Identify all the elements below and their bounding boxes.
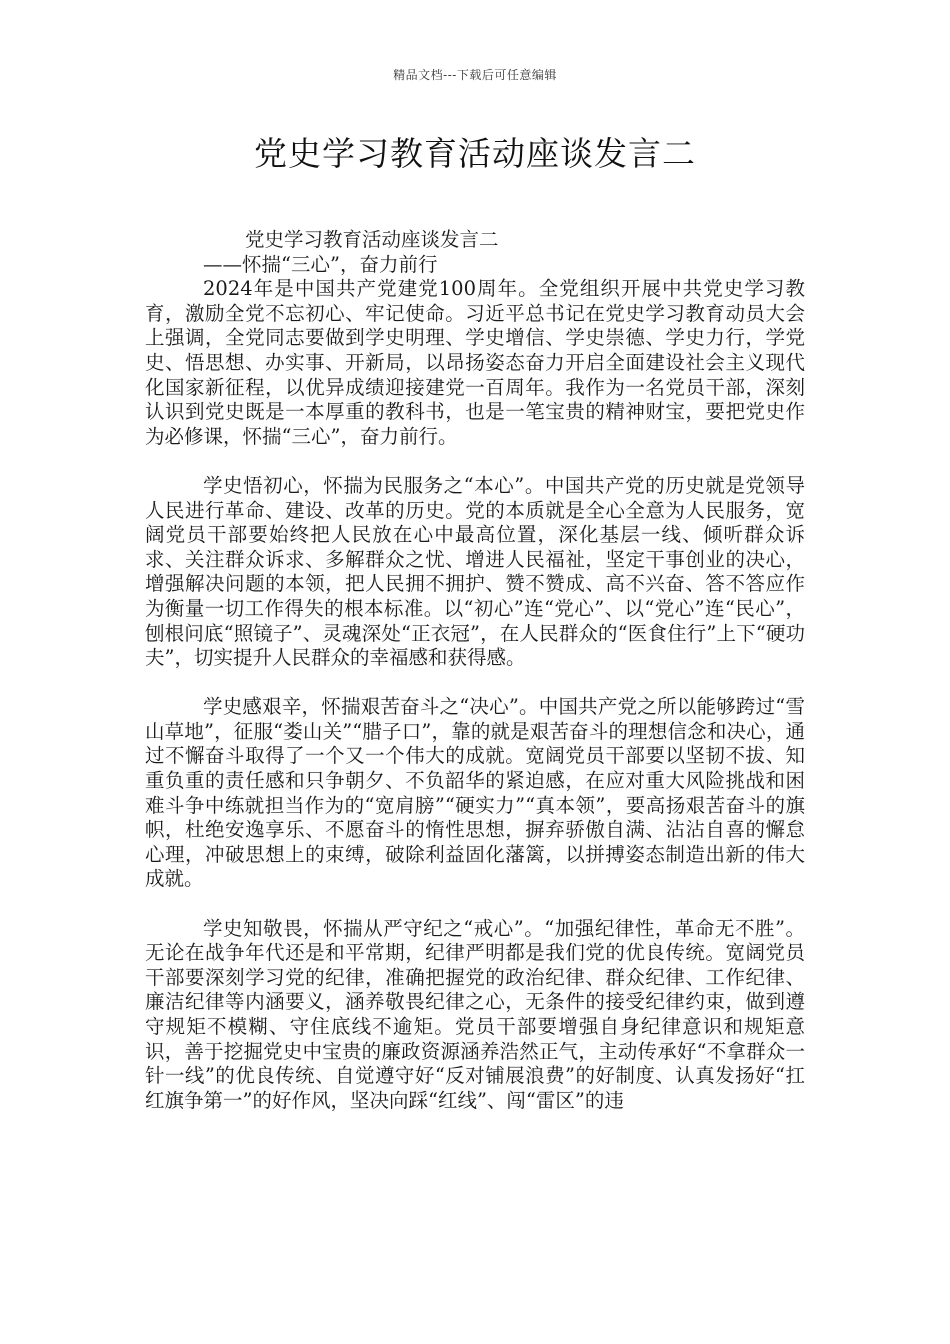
subtitle: 党史学习教育活动座谈发言二 [245, 228, 499, 251]
document-title: 党史学习教育活动座谈发言二 [254, 134, 696, 173]
paragraph-intro: 2024年是中国共产党建党100周年。全党组织开展中共党史学习教育，激励全党不忘初心、牢记使命。习近平总书记在党史学习教育动员大会上强调，全党同志要做到学史明理、学史增信、学史崇德、学史力行，学党史、悟思想、办实事、开新局，以昂扬姿态奋力开启全面建设社会主义现代化国家新征程，以优异成绩迎接建党一百周年。我作为一名党员干部，深刻认识到党史既是一本厚重的教科书，也是一笔宝贵的精神财宝，要把党史作为必修课，怀揣“三心”，奋力前行。 [145, 277, 805, 448]
paragraph-benxin: 学史悟初心，怀揣为民服务之“本心”。中国共产党的历史就是党领导人民进行革命、建设、改革的历史。党的本质就是全心全意为人民服务，宽阔党员干部要始终把人民放在心中最高位置，深化基层一线、倾听群众诉求、关注群众诉求、多解群众之忧、增进人民福祉，坚定干事创业的决心，增强解决问题的本领，把人民拥不拥护、赞不赞成、高不兴奋、答不答应作为衡量一切工作得失的根本标准。以“初心”连“党心”、以“党心”连“民心”，刨根问底“照镜子”、灵魂深处“正衣冠”，在人民群众的“医食住行”上下“硬功夫”，切实提升人民群众的幸福感和获得感。 [145, 473, 805, 670]
document-body [145, 228, 805, 1113]
header-note: 精品文档---下载后可任意编辑 [393, 68, 557, 82]
paragraph-jiexin: 学史知敬畏，怀揣从严守纪之“戒心”。“加强纪律性，革命无不胜”。无论在战争年代还是和平常期，纪律严明都是我们党的优良传统。宽阔党员干部要深刻学习党的纪律，准确把握党的政治纪律、群众纪律、工作纪律、廉洁纪律等内涵要义，涵养敬畏纪律之心，无条件的接受纪律约束，做到遵守规矩不模糊、守住底线不逾矩。党员干部要增强自身纪律意识和规矩意识，善于挖掘党史中宝贵的廉政资源涵养浩然正气，主动传承好“不拿群众一针一线”的优良传统、自觉遵守好“反对铺展浪费”的好制度、认真发扬好“扛红旗争第一”的好作风，坚决向踩“红线”、闯“雷区”的违 [145, 916, 805, 1112]
subtitle-secondary: ——怀揣“三心”，奋力前行 [203, 252, 438, 276]
paragraph-juexin: 学史感艰辛，怀揣艰苦奋斗之“决心”。中国共产党之所以能够跨过“雪山草地”，征服“娄山关”“腊子口”，靠的就是艰苦奋斗的理想信念和决心，通过不懈奋斗取得了一个又一个伟大的成就。宽阔党员干部要以坚韧不拔、知重负重的责任感和只争朝夕、不负韶华的紧迫感，在应对重大风险挑战和困难斗争中练就担当作为的“宽肩膀”“硬实力”“真本领”，要高扬艰苦奋斗的旗帜，杜绝安逸享乐、不愿奋斗的惰性思想，摒弃骄傲自满、沾沾自喜的懈怠心理，冲破思想上的束缚，破除利益固化藩篱，以拼搏姿态制造出新的伟大成就。 [145, 695, 805, 891]
